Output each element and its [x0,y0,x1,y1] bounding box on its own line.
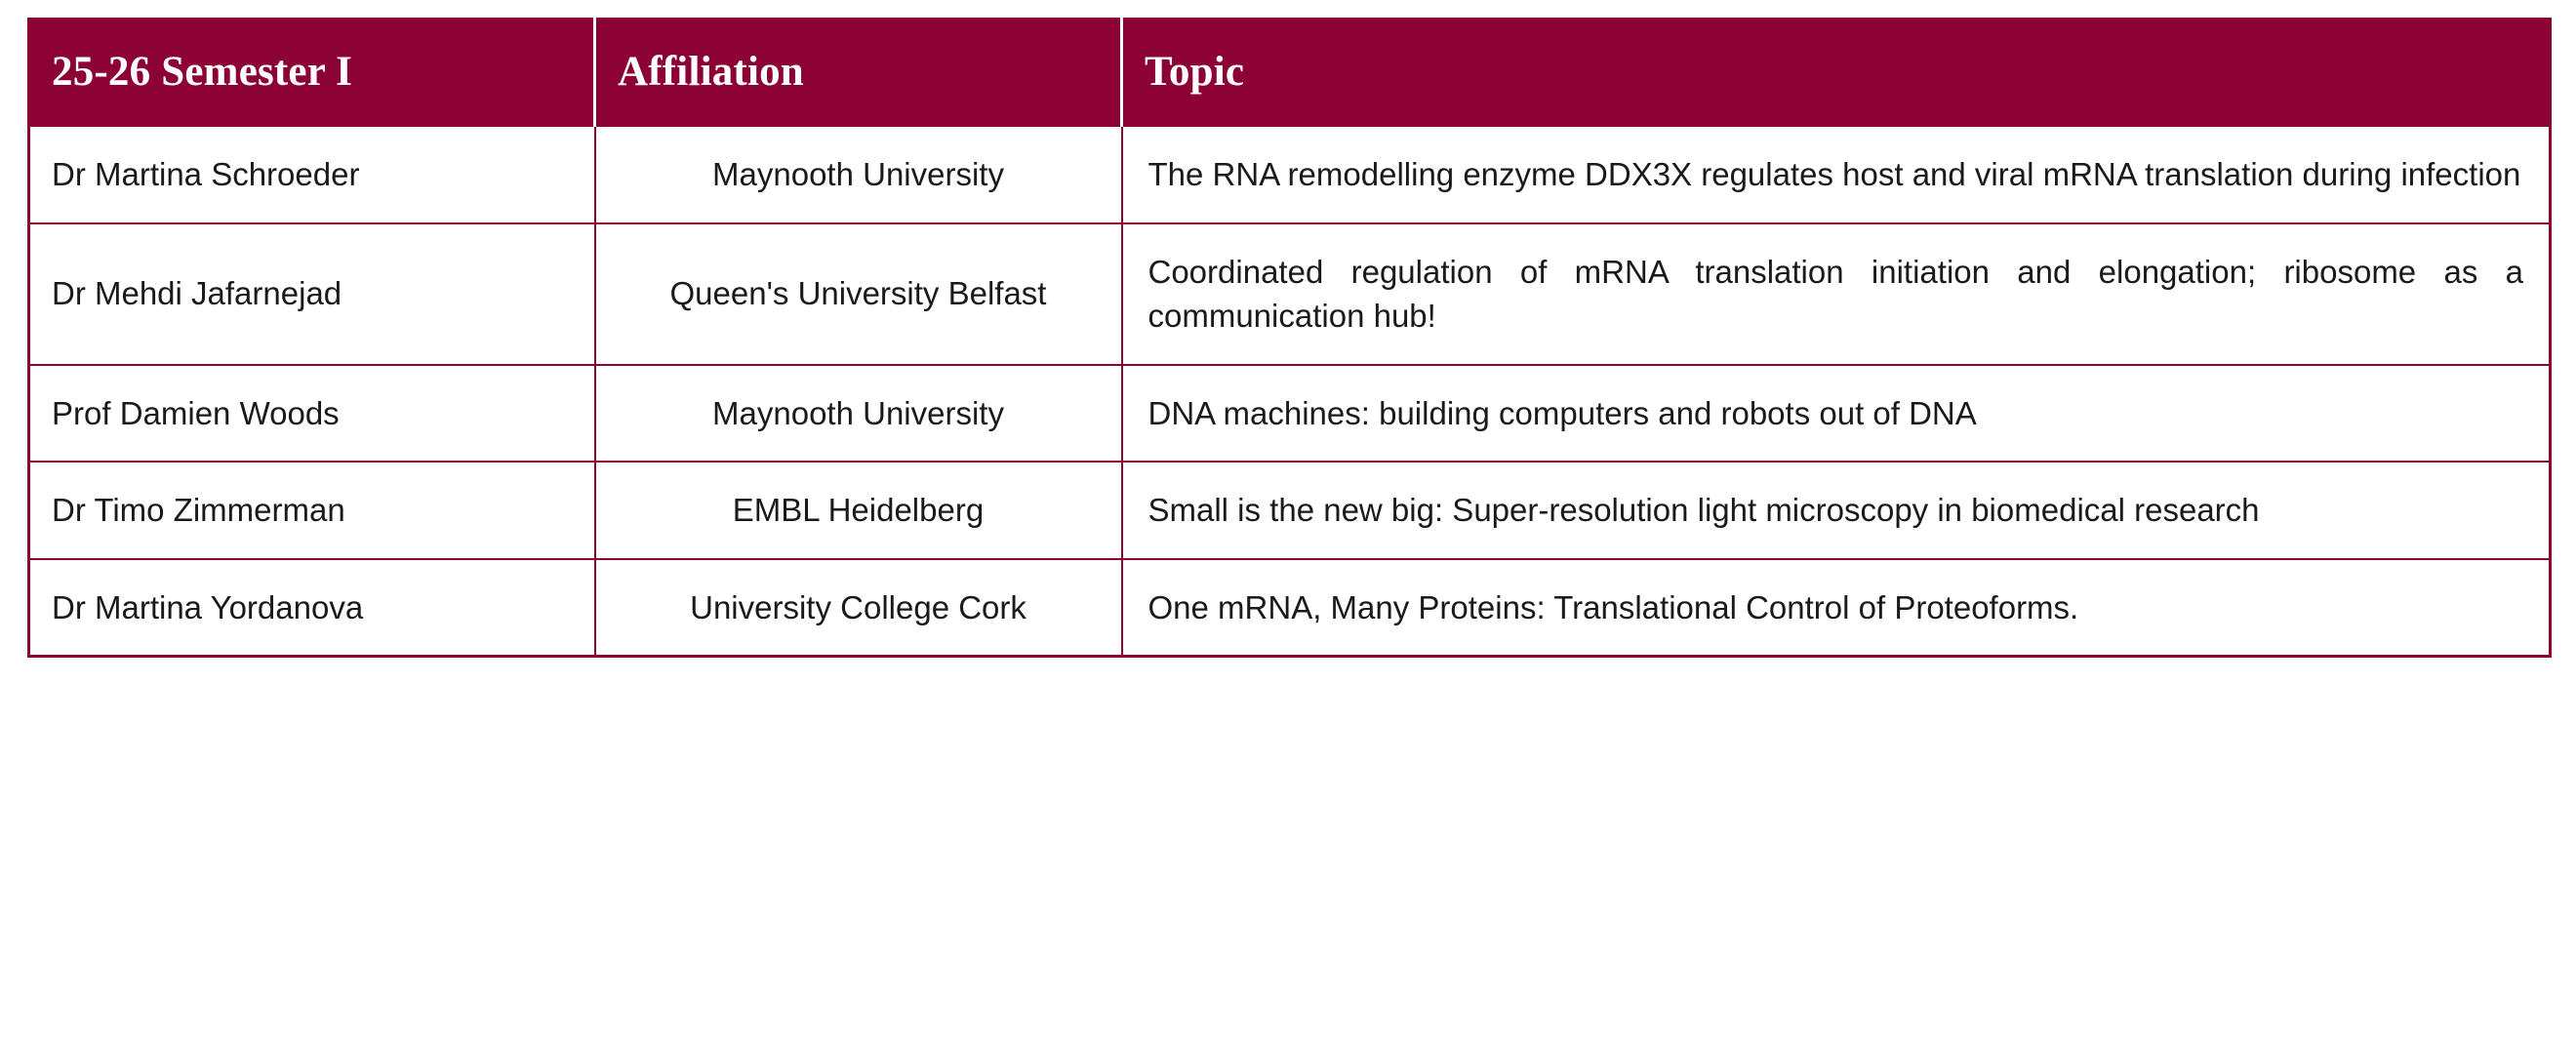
speaker-name: Dr Mehdi Jafarnejad [29,223,595,365]
speaker-name: Dr Timo Zimmerman [29,462,595,559]
table-header-row [29,20,2551,127]
speaker-affiliation: Queen's University Belfast [595,223,1122,365]
seminar-topic: The RNA remodelling enzyme DDX3X regulates host and viral mRNA translation during infection [1122,126,2551,223]
speaker-affiliation: EMBL Heidelberg [595,462,1122,559]
speaker-name: Dr Martina Schroeder [29,126,595,223]
seminar-schedule-table [27,18,2552,658]
seminar-topic: One mRNA, Many Proteins: Translational Control of Proteoforms. [1122,559,2551,657]
seminar-topic: Small is the new big: Super-resolution light microscopy in biomedical research [1122,462,2551,559]
seminar-topic: DNA machines: building computers and robots out of DNA [1122,365,2551,463]
column-header-semester: 25-26 Semester I [29,20,595,127]
table-row [29,126,2551,223]
table-row [29,365,2551,463]
speaker-name: Prof Damien Woods [29,365,595,463]
speaker-name: Dr Martina Yordanova [29,559,595,657]
seminar-topic: Coordinated regulation of mRNA translation initiation and elongation; ribosome as a communication hub! [1122,223,2551,365]
speaker-affiliation: Maynooth University [595,365,1122,463]
column-header-affiliation: Affiliation [595,20,1122,127]
table-row [29,559,2551,657]
table-row [29,223,2551,365]
speaker-affiliation: University College Cork [595,559,1122,657]
speaker-affiliation: Maynooth University [595,126,1122,223]
table-body [29,126,2551,657]
column-header-topic: Topic [1122,20,2551,127]
table-row [29,462,2551,559]
table-header [29,20,2551,127]
